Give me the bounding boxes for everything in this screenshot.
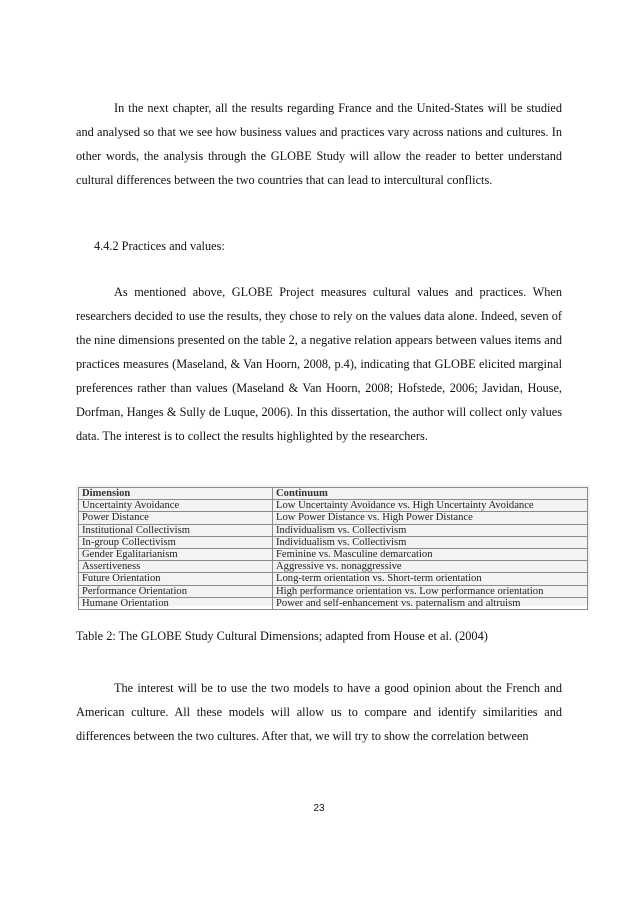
table-row bbox=[79, 536, 588, 548]
column-header: Continuum bbox=[273, 488, 588, 500]
table-row bbox=[79, 548, 588, 560]
table-row bbox=[79, 573, 588, 585]
dimension-cell: Future Orientation bbox=[79, 573, 273, 585]
continuum-cell: Low Uncertainty Avoidance vs. High Uncertainty Avoidance bbox=[273, 500, 588, 512]
dimension-cell: Gender Egalitarianism bbox=[79, 548, 273, 560]
dimensions-table bbox=[78, 487, 588, 610]
table-row bbox=[79, 500, 588, 512]
continuum-cell: Feminine vs. Masculine demarcation bbox=[273, 548, 588, 560]
dimension-cell: Uncertainty Avoidance bbox=[79, 500, 273, 512]
table-caption: Table 2: The GLOBE Study Cultural Dimensions; adapted from House et al. (2004) bbox=[76, 629, 488, 643]
paragraph-intro: In the next chapter, all the results regarding France and the United-States will be studied and analysed so that we see how business values and practices vary across nations and cultures. In other words, the analysis through the GLOBE Study will allow the reader to better understand cultural differences between the two countries that can lead to intercultural conflicts. bbox=[76, 101, 562, 187]
table-row bbox=[79, 585, 588, 597]
globe-dimensions-table bbox=[76, 485, 590, 609]
table-row bbox=[79, 524, 588, 536]
continuum-cell: Individualism vs. Collectivism bbox=[273, 536, 588, 548]
dimension-cell: Assertiveness bbox=[79, 561, 273, 573]
dimension-cell: Humane Orientation bbox=[79, 597, 273, 609]
continuum-cell: Power and self-enhancement vs. paternalism and altruism bbox=[273, 597, 588, 609]
continuum-cell: Aggressive vs. nonaggressive bbox=[273, 561, 588, 573]
dimension-cell: Institutional Collectivism bbox=[79, 524, 273, 536]
table-row bbox=[79, 512, 588, 524]
continuum-cell: High performance orientation vs. Low performance orientation bbox=[273, 585, 588, 597]
dimension-cell: Performance Orientation bbox=[79, 585, 273, 597]
continuum-cell: Individualism vs. Collectivism bbox=[273, 524, 588, 536]
paragraph-models: The interest will be to use the two models to have a good opinion about the French and American culture. All these models will allow us to compare and identify similarities and differences between the two cultures. After that, we will try to show the correlation between bbox=[76, 681, 562, 743]
column-header: Dimension bbox=[79, 488, 273, 500]
section-heading: 4.4.2 Practices and values: bbox=[94, 239, 225, 253]
dimension-cell: Power Distance bbox=[79, 512, 273, 524]
paragraph-practices-values: As mentioned above, GLOBE Project measures cultural values and practices. When researchers decided to use the results, they chose to rely on the values data alone. Indeed, seven of the nine dimensions presented on the table 2, a negative relation appears between values items and practices measures (Maseland, & Van Hoorn, 2008, p.4), indicating that GLOBE elicited marginal preferences rather than values (Maseland & Van Hoorn, 2008; Hofstede, 2006; Javidan, House, Dorfman, Hanges & Sully de Luque, 2006). In this dissertation, the author will collect only values data. The interest is to collect the results highlighted by the researchers. bbox=[76, 285, 562, 443]
continuum-cell: Long-term orientation vs. Short-term orientation bbox=[273, 573, 588, 585]
table-header-row bbox=[79, 488, 588, 500]
dimension-cell: In-group Collectivism bbox=[79, 536, 273, 548]
table-row bbox=[79, 561, 588, 573]
continuum-cell: Low Power Distance vs. High Power Distance bbox=[273, 512, 588, 524]
table-row bbox=[79, 597, 588, 609]
page-number: 23 bbox=[313, 803, 325, 814]
